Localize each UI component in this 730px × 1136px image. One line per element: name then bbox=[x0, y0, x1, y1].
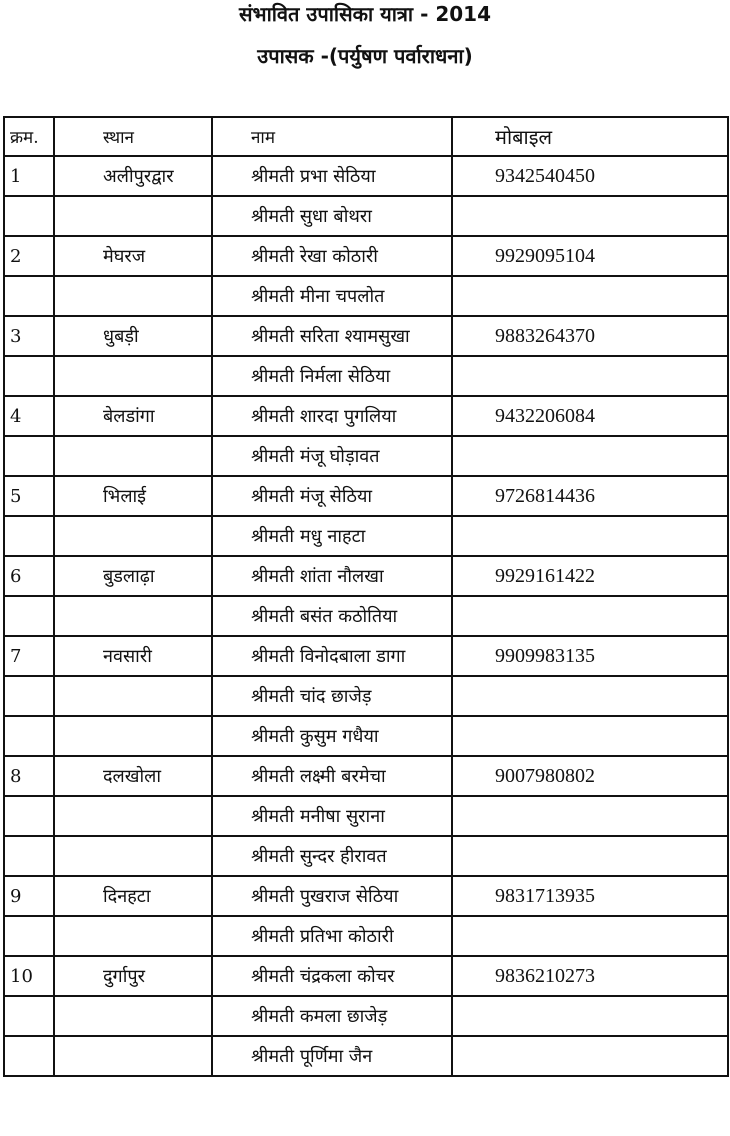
table-row bbox=[4, 676, 728, 716]
cell-place: बुडलाढ़ा bbox=[54, 556, 212, 596]
page-title: संभावित उपासिका यात्रा - 2014 bbox=[238, 2, 492, 26]
cell-serial bbox=[4, 996, 54, 1036]
cell-serial: 10 bbox=[4, 956, 54, 996]
cell-name: श्रीमती सुधा बोथरा bbox=[212, 196, 452, 236]
cell-place bbox=[54, 996, 212, 1036]
cell-mobile bbox=[452, 1036, 728, 1076]
table-row bbox=[4, 556, 728, 596]
table-row bbox=[4, 516, 728, 556]
cell-serial: 8 bbox=[4, 756, 54, 796]
cell-place bbox=[54, 196, 212, 236]
cell-place bbox=[54, 1036, 212, 1076]
cell-place: अलीपुरद्वार bbox=[54, 156, 212, 196]
cell-name: श्रीमती सरिता श्यामसुखा bbox=[212, 316, 452, 356]
cell-mobile: 9909983135 bbox=[452, 636, 728, 676]
table-row bbox=[4, 236, 728, 276]
cell-name: श्रीमती बसंत कठोतिया bbox=[212, 596, 452, 636]
cell-serial bbox=[4, 516, 54, 556]
cell-mobile: 9007980802 bbox=[452, 756, 728, 796]
table-row bbox=[4, 156, 728, 196]
table-row bbox=[4, 596, 728, 636]
cell-name: श्रीमती मधु नाहटा bbox=[212, 516, 452, 556]
cell-place bbox=[54, 596, 212, 636]
cell-name: श्रीमती चंद्रकला कोचर bbox=[212, 956, 452, 996]
cell-serial: 3 bbox=[4, 316, 54, 356]
cell-serial bbox=[4, 916, 54, 956]
cell-serial: 5 bbox=[4, 476, 54, 516]
cell-mobile bbox=[452, 836, 728, 876]
cell-serial bbox=[4, 836, 54, 876]
cell-name: श्रीमती मंजू सेठिया bbox=[212, 476, 452, 516]
cell-place bbox=[54, 796, 212, 836]
cell-mobile bbox=[452, 796, 728, 836]
table-row bbox=[4, 196, 728, 236]
cell-mobile bbox=[452, 196, 728, 236]
cell-place: धुबड़ी bbox=[54, 316, 212, 356]
cell-name: श्रीमती मंजू घोड़ावत bbox=[212, 436, 452, 476]
cell-mobile: 9726814436 bbox=[452, 476, 728, 516]
cell-mobile bbox=[452, 596, 728, 636]
cell-serial bbox=[4, 676, 54, 716]
cell-mobile bbox=[452, 716, 728, 756]
cell-mobile: 9342540450 bbox=[452, 156, 728, 196]
cell-place bbox=[54, 356, 212, 396]
cell-name: श्रीमती मीना चपलोत bbox=[212, 276, 452, 316]
cell-mobile bbox=[452, 276, 728, 316]
cell-name: श्रीमती प्रभा सेठिया bbox=[212, 156, 452, 196]
cell-mobile bbox=[452, 916, 728, 956]
table-row bbox=[4, 476, 728, 516]
cell-mobile bbox=[452, 676, 728, 716]
table-row bbox=[4, 356, 728, 396]
table-row bbox=[4, 876, 728, 916]
cell-place bbox=[54, 436, 212, 476]
table-row bbox=[4, 316, 728, 356]
cell-serial bbox=[4, 596, 54, 636]
cell-mobile: 9929095104 bbox=[452, 236, 728, 276]
cell-name: श्रीमती कमला छाजेड़ bbox=[212, 996, 452, 1036]
cell-mobile: 9836210273 bbox=[452, 956, 728, 996]
cell-place: मेघरज bbox=[54, 236, 212, 276]
cell-serial: 2 bbox=[4, 236, 54, 276]
header-name: नाम bbox=[212, 117, 452, 156]
table-row bbox=[4, 1036, 728, 1076]
cell-serial: 9 bbox=[4, 876, 54, 916]
header-place: स्थान bbox=[54, 117, 212, 156]
cell-mobile: 9432206084 bbox=[452, 396, 728, 436]
cell-name: श्रीमती मनीषा सुराना bbox=[212, 796, 452, 836]
cell-place bbox=[54, 516, 212, 556]
cell-place: दिनहटा bbox=[54, 876, 212, 916]
cell-serial bbox=[4, 796, 54, 836]
cell-name: श्रीमती शारदा पुगलिया bbox=[212, 396, 452, 436]
table-row bbox=[4, 956, 728, 996]
cell-place bbox=[54, 676, 212, 716]
table-row bbox=[4, 916, 728, 956]
header-mobile: मोबाइल bbox=[452, 117, 728, 156]
cell-name: श्रीमती निर्मला सेठिया bbox=[212, 356, 452, 396]
table-body bbox=[4, 156, 728, 1076]
cell-serial bbox=[4, 276, 54, 316]
cell-place: दुर्गापुर bbox=[54, 956, 212, 996]
cell-place bbox=[54, 716, 212, 756]
cell-serial: 4 bbox=[4, 396, 54, 436]
table-row bbox=[4, 276, 728, 316]
cell-serial bbox=[4, 1036, 54, 1076]
cell-serial bbox=[4, 196, 54, 236]
cell-mobile: 9929161422 bbox=[452, 556, 728, 596]
cell-place bbox=[54, 836, 212, 876]
cell-name: श्रीमती विनोदबाला डागा bbox=[212, 636, 452, 676]
table-row bbox=[4, 836, 728, 876]
cell-mobile bbox=[452, 356, 728, 396]
table-row bbox=[4, 756, 728, 796]
cell-name: श्रीमती पुखराज सेठिया bbox=[212, 876, 452, 916]
cell-name: श्रीमती प्रतिभा कोठारी bbox=[212, 916, 452, 956]
cell-mobile bbox=[452, 516, 728, 556]
cell-serial: 6 bbox=[4, 556, 54, 596]
cell-name: श्रीमती चांद छाजेड़ bbox=[212, 676, 452, 716]
cell-mobile bbox=[452, 996, 728, 1036]
cell-mobile: 9831713935 bbox=[452, 876, 728, 916]
table-row bbox=[4, 636, 728, 676]
cell-name: श्रीमती लक्ष्मी बरमेचा bbox=[212, 756, 452, 796]
cell-serial bbox=[4, 716, 54, 756]
cell-serial bbox=[4, 356, 54, 396]
table-row bbox=[4, 996, 728, 1036]
header-serial: क्रम. bbox=[4, 117, 54, 156]
cell-name: श्रीमती सुन्दर हीरावत bbox=[212, 836, 452, 876]
cell-place: बेलडांगा bbox=[54, 396, 212, 436]
participants-table bbox=[3, 116, 729, 1077]
cell-name: श्रीमती रेखा कोठारी bbox=[212, 236, 452, 276]
table-row bbox=[4, 716, 728, 756]
cell-place: भिलाई bbox=[54, 476, 212, 516]
cell-name: श्रीमती पूर्णिमा जैन bbox=[212, 1036, 452, 1076]
cell-place: दलखोला bbox=[54, 756, 212, 796]
cell-name: श्रीमती शांता नौलखा bbox=[212, 556, 452, 596]
table-header-row bbox=[4, 117, 728, 156]
table-row bbox=[4, 396, 728, 436]
cell-serial: 1 bbox=[4, 156, 54, 196]
cell-place bbox=[54, 916, 212, 956]
page-subtitle: उपासक -(पर्युषण पर्वाराधना) bbox=[257, 44, 473, 68]
cell-mobile: 9883264370 bbox=[452, 316, 728, 356]
cell-place: नवसारी bbox=[54, 636, 212, 676]
cell-place bbox=[54, 276, 212, 316]
cell-serial bbox=[4, 436, 54, 476]
cell-name: श्रीमती कुसुम गधैया bbox=[212, 716, 452, 756]
table-row bbox=[4, 796, 728, 836]
cell-mobile bbox=[452, 436, 728, 476]
table-row bbox=[4, 436, 728, 476]
cell-serial: 7 bbox=[4, 636, 54, 676]
